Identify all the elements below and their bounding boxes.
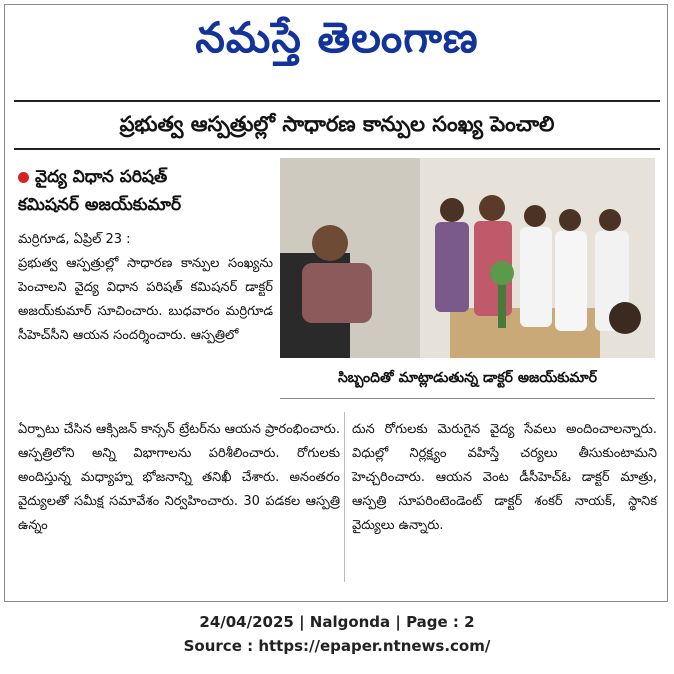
subheadline <box>18 163 273 219</box>
article-column-left-continued <box>18 418 340 538</box>
article-column-right <box>352 418 657 538</box>
article-paragraph-1: ప్రభుత్వ ఆస్పత్రుల్లో సాధారణ కాన్పుల సంఖ్యను పెంచాలని వైద్య విధాన పరిషత్ కమిషనర్ డాక్టర్ అజయ్‌కుమార్ సూచించారు. బుధవారం మర్రిగూడ సీహెచ్‌సీని ఆయన సందర్శించారు. ఆస్పత్రిలో <box>18 256 273 343</box>
footer-source-link[interactable]: Source : https://epaper.ntnews.com/ <box>183 637 491 655</box>
footer-date-edition: 24/04/2025 | Nalgonda | Page : 2 <box>199 613 475 631</box>
headline-top-rule <box>14 100 660 102</box>
article-paragraph-2: ఏర్పాటు చేసిన ఆక్సిజన్ కాన్సన్ ట్రేటర్‌ను ఆయన ప్రారంభించారు. ఆస్పత్రిలోని అన్ని విభాగాలను పరిశీలించారు. రోగులకు అందిస్తున్న మధ్యాహ్న భోజనాన్ని తనిఖీ చేశారు. అనంతరం వైద్యులతో సమీక్ష సమావేశం నిర్వహించారు. 30 పడకల ఆస్పత్రి ఉన్నం <box>18 422 340 533</box>
headline: ప్రభుత్వ ఆస్పత్రుల్లో సాధారణ కాన్పుల సంఖ్య పెంచాలి <box>119 112 555 136</box>
article-paragraph-3: దున రోగులకు మెరుగైన వైద్య సేవలు అందించాలన్నారు. విధుల్లో నిర్లక్ష్యం వహిస్తే చర్యలు తీసుకుంటామని హెచ్చరించారు. ఆయన వెంట డీసీహెచ్‌ఓ డాక్టర్ మాత్రు, ఆస్పత్రి సూపరింటెండెంట్ డాక్టర్ శంకర్ నాయక్, స్థానిక వైద్యులు ఉన్నారు. <box>352 422 657 533</box>
headline-bottom-rule <box>14 148 660 150</box>
subheadline-text-1: వైద్య విధాన పరిషత్ <box>35 167 168 187</box>
news-photo-illustration <box>280 158 655 358</box>
column-divider <box>344 412 345 582</box>
news-photo <box>280 158 655 358</box>
article-column-left <box>18 228 273 348</box>
source-footer <box>0 610 674 658</box>
subheadline-line-2: కమిషనర్ అజయ్‌కుమార్ <box>18 195 182 215</box>
photo-caption: సిబ్బందితో మాట్లాడుతున్న డాక్టర్ అజయ్‌కుమార్ <box>280 358 655 399</box>
subheadline-line-1 <box>18 163 273 191</box>
bullet-dot-icon <box>18 172 29 183</box>
masthead-logo: నమస్తే తెలంగాణ <box>195 13 479 62</box>
article-dateline: మర్రిగూడ, ఏప్రిల్ 23 : <box>18 232 131 247</box>
